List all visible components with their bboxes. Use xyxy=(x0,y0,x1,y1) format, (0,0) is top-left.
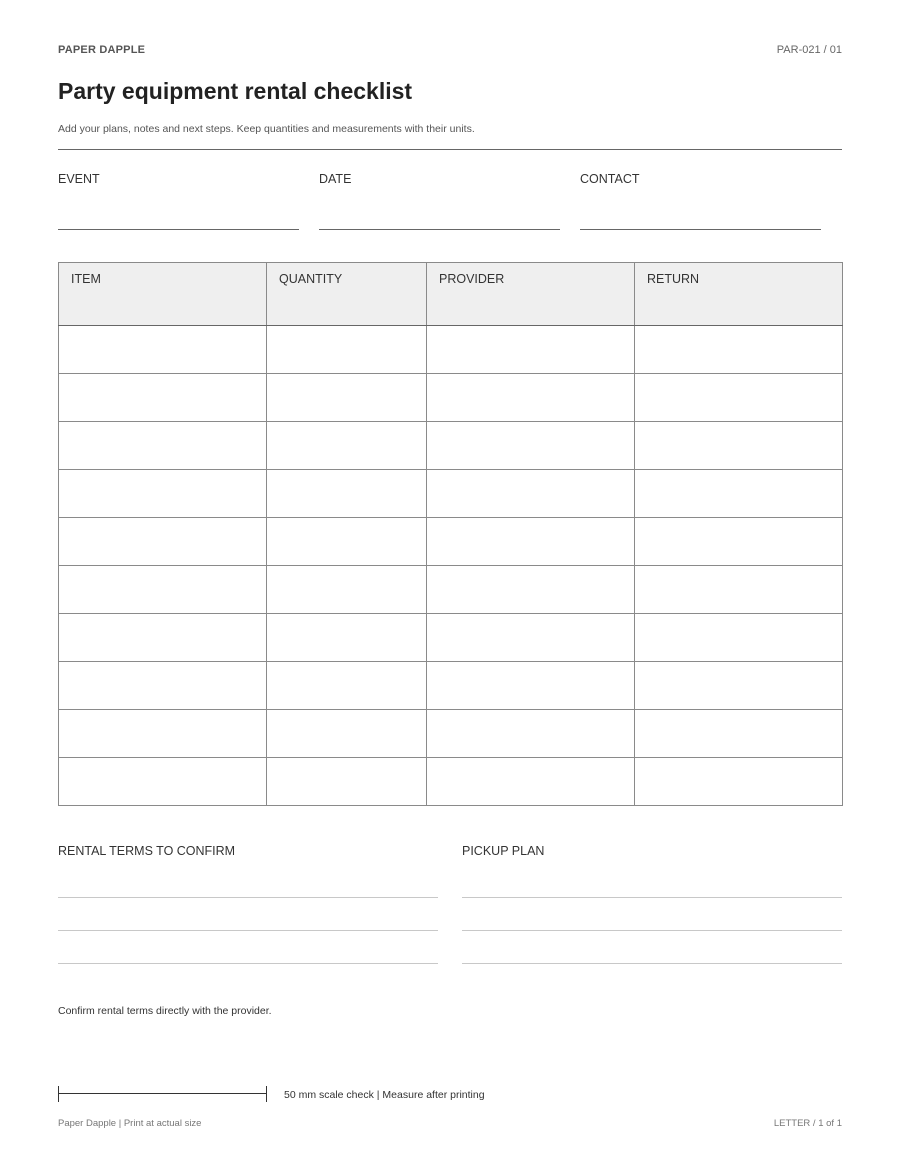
quantity-cell[interactable] xyxy=(267,326,427,374)
return-cell[interactable] xyxy=(635,374,843,422)
rental-checklist-table xyxy=(58,262,843,806)
provider-cell[interactable] xyxy=(427,662,635,710)
quantity-cell[interactable] xyxy=(267,710,427,758)
page-title: Party equipment rental checklist xyxy=(58,78,413,104)
return-cell[interactable] xyxy=(635,470,843,518)
provider-cell[interactable] xyxy=(427,614,635,662)
brand-name: PAPER DAPPLE xyxy=(58,44,146,56)
document-code: PAR-021 / 01 xyxy=(776,44,842,56)
item-cell[interactable] xyxy=(59,614,267,662)
quantity-cell[interactable] xyxy=(267,662,427,710)
date-field[interactable] xyxy=(319,229,560,230)
header-divider xyxy=(58,149,842,150)
return-cell[interactable] xyxy=(635,662,843,710)
provider-cell[interactable] xyxy=(427,422,635,470)
column-header-item: ITEM xyxy=(59,263,267,326)
item-cell[interactable] xyxy=(59,758,267,806)
provider-cell[interactable] xyxy=(427,566,635,614)
table-row xyxy=(59,566,843,614)
table-row xyxy=(59,470,843,518)
table-row xyxy=(59,758,843,806)
quantity-cell[interactable] xyxy=(267,518,427,566)
quantity-cell[interactable] xyxy=(267,614,427,662)
rental-note: Confirm rental terms directly with the provider. xyxy=(58,1005,272,1017)
return-cell[interactable] xyxy=(635,422,843,470)
provider-cell[interactable] xyxy=(427,374,635,422)
provider-cell[interactable] xyxy=(427,758,635,806)
quantity-cell[interactable] xyxy=(267,758,427,806)
page-subtitle: Add your plans, notes and next steps. Keep quantities and measurements with their units. xyxy=(58,123,475,135)
scale-tick-left xyxy=(58,1086,59,1102)
table-row xyxy=(59,326,843,374)
event-field[interactable] xyxy=(58,229,299,230)
pickup-plan-line[interactable] xyxy=(462,897,842,898)
contact-field[interactable] xyxy=(580,229,821,230)
pickup-plan-line[interactable] xyxy=(462,963,842,964)
item-cell[interactable] xyxy=(59,662,267,710)
item-cell[interactable] xyxy=(59,374,267,422)
table-row xyxy=(59,422,843,470)
scale-check-text: 50 mm scale check | Measure after printing xyxy=(284,1089,485,1101)
rental-terms-line[interactable] xyxy=(58,897,438,898)
quantity-cell[interactable] xyxy=(267,422,427,470)
provider-cell[interactable] xyxy=(427,710,635,758)
item-cell[interactable] xyxy=(59,710,267,758)
scale-line xyxy=(58,1093,267,1094)
table-row xyxy=(59,662,843,710)
pickup-plan-line[interactable] xyxy=(462,930,842,931)
quantity-cell[interactable] xyxy=(267,470,427,518)
event-label: EVENT xyxy=(58,172,100,186)
rental-terms-line[interactable] xyxy=(58,963,438,964)
contact-label: CONTACT xyxy=(580,172,640,186)
return-cell[interactable] xyxy=(635,326,843,374)
table-row xyxy=(59,374,843,422)
date-label: DATE xyxy=(319,172,352,186)
quantity-cell[interactable] xyxy=(267,374,427,422)
item-cell[interactable] xyxy=(59,566,267,614)
footer-right: LETTER / 1 of 1 xyxy=(773,1118,842,1129)
column-header-provider: PROVIDER xyxy=(427,263,635,326)
provider-cell[interactable] xyxy=(427,470,635,518)
return-cell[interactable] xyxy=(635,758,843,806)
table-row xyxy=(59,614,843,662)
scale-tick-right xyxy=(266,1086,267,1102)
footer-left: Paper Dapple | Print at actual size xyxy=(58,1118,202,1129)
return-cell[interactable] xyxy=(635,710,843,758)
provider-cell[interactable] xyxy=(427,326,635,374)
table-row xyxy=(59,710,843,758)
column-header-return: RETURN xyxy=(635,263,843,326)
return-cell[interactable] xyxy=(635,518,843,566)
pickup-plan-label: PICKUP PLAN xyxy=(462,844,545,858)
item-cell[interactable] xyxy=(59,326,267,374)
scale-bar xyxy=(58,1086,267,1102)
provider-cell[interactable] xyxy=(427,518,635,566)
item-cell[interactable] xyxy=(59,422,267,470)
quantity-cell[interactable] xyxy=(267,566,427,614)
item-cell[interactable] xyxy=(59,518,267,566)
return-cell[interactable] xyxy=(635,614,843,662)
rental-terms-label: RENTAL TERMS TO CONFIRM xyxy=(58,844,236,858)
table-header-row xyxy=(59,263,843,326)
return-cell[interactable] xyxy=(635,566,843,614)
table-row xyxy=(59,518,843,566)
rental-terms-line[interactable] xyxy=(58,930,438,931)
item-cell[interactable] xyxy=(59,470,267,518)
column-header-quantity: QUANTITY xyxy=(267,263,427,326)
